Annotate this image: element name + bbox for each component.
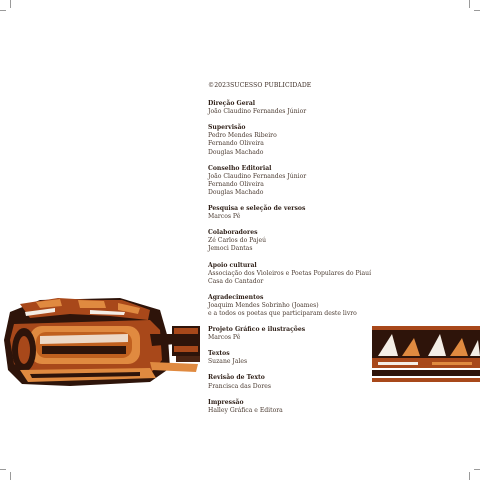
crop-mark-bottom-left — [10, 472, 11, 480]
credit-heading: Textos — [208, 350, 230, 358]
credit-heading: Projeto Gráfico e ilustrações — [208, 326, 306, 334]
credit-name: João Claudino Fernandes Júnior — [208, 172, 307, 180]
credit-section — [208, 262, 408, 286]
credit-name: Francisca das Dores — [208, 382, 271, 390]
credit-heading: Colaboradores — [208, 229, 258, 237]
cart-illustration — [0, 290, 205, 390]
credit-section — [208, 294, 408, 318]
credit-section — [208, 326, 408, 342]
credits-sections — [208, 100, 408, 415]
credit-name: Marcos Pê — [208, 334, 241, 342]
credit-name: e a todos os poetas que participaram deste livro — [208, 309, 357, 317]
credit-section — [208, 205, 408, 221]
crop-mark-right-upper — [474, 10, 480, 11]
credit-heading: Revisão de Texto — [208, 374, 265, 382]
credit-name: Joaquim Mendes Sobrinho (Joames) — [208, 301, 319, 309]
credit-section — [208, 165, 408, 197]
credit-name: Zé Carlos do Pajeú — [208, 237, 267, 245]
crop-mark-left-lower — [0, 469, 6, 470]
credit-name: Douglas Machado — [208, 188, 264, 196]
credit-name: Fernando Oliveira — [208, 140, 264, 148]
credit-heading: Conselho Editorial — [208, 164, 272, 172]
crop-mark-top-right — [469, 0, 470, 8]
credit-name: Casa do Cantador — [208, 277, 264, 285]
copyright-line: ©2023SUCESSO PUBLICIDADE — [208, 82, 312, 89]
credit-heading: Pesquisa e seleção de versos — [208, 205, 306, 213]
credit-heading: Supervisão — [208, 124, 246, 132]
crop-mark-bottom-right — [469, 472, 470, 480]
credit-section — [208, 374, 408, 390]
credit-name: Fernando Oliveira — [208, 180, 264, 188]
crop-mark-right-lower — [474, 469, 480, 470]
crop-mark-left-upper — [0, 10, 6, 11]
credit-section — [208, 124, 408, 156]
credit-section — [208, 229, 408, 253]
credit-name: Associação dos Violeiros e Poetas Populares do Piauí — [208, 269, 372, 277]
credit-name: Marcos Pê — [208, 213, 241, 221]
credit-section — [208, 100, 408, 116]
credit-section — [208, 350, 408, 366]
credit-name: Douglas Machado — [208, 148, 264, 156]
credit-heading: Impressão — [208, 398, 244, 406]
credit-name: Pedro Mendes Ribeiro — [208, 132, 277, 140]
credit-heading: Apoio cultural — [208, 261, 257, 269]
credit-name: Halley Gráfica e Editora — [208, 406, 283, 414]
credit-name: João Claudino Fernandes Júnior — [208, 108, 307, 116]
credit-name: Jemoci Dantas — [208, 245, 253, 253]
credit-name: Suzane Jales — [208, 358, 248, 366]
crop-mark-top-left — [10, 0, 11, 8]
credits-block — [208, 82, 408, 423]
credit-heading: Agradecimentos — [208, 293, 264, 301]
credit-heading: Direção Geral — [208, 100, 256, 108]
credit-section — [208, 399, 408, 415]
